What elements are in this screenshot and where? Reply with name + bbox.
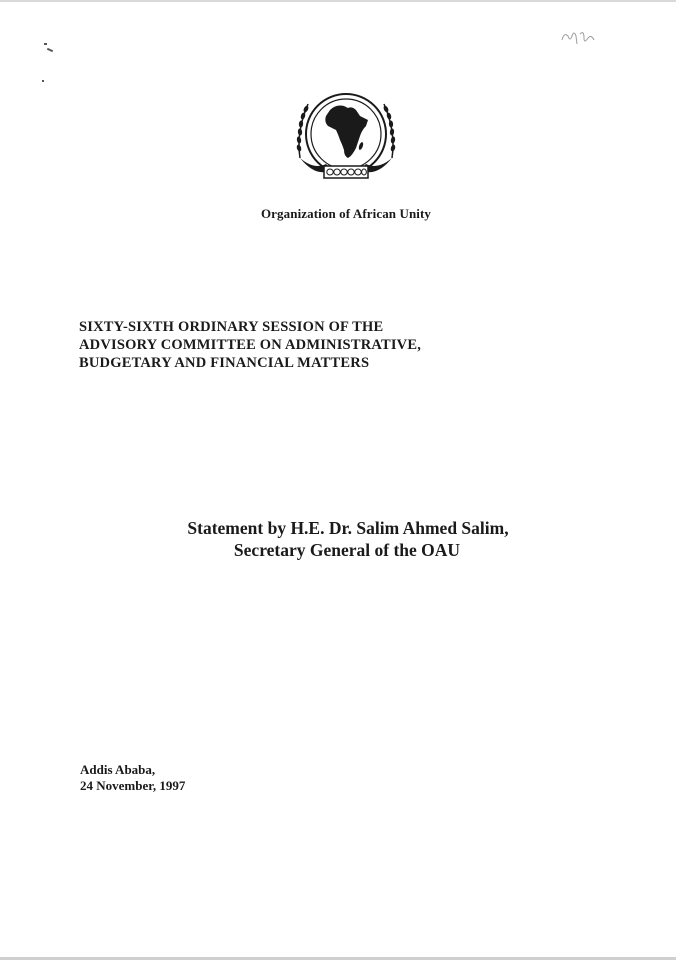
page-top-edge [0,0,676,2]
statement-line: Secretary General of the OAU [233,540,461,560]
session-title-line: SIXTY-SIXTH ORDINARY SESSION OF THE [79,319,384,335]
oau-emblem-icon [286,86,406,188]
scan-speck [42,80,44,82]
session-title-line: ADVISORY COMMITTEE ON ADMINISTRATIVE, [79,337,422,353]
statement-line: Statement by H.E. Dr. Salim Ahmed Salim, [187,518,509,538]
scan-speck [47,48,53,52]
statement-heading [0,517,676,561]
organization-name: Organization of African Unity [260,206,432,221]
scan-speck [44,43,47,45]
session-title [79,318,421,372]
session-title-line: BUDGETARY AND FINANCIAL MATTERS [79,355,370,371]
place-and-date [80,762,185,794]
handwritten-scribble-icon [558,24,598,48]
place: Addis Ababa, [80,762,156,777]
date: 24 November, 1997 [80,778,186,793]
